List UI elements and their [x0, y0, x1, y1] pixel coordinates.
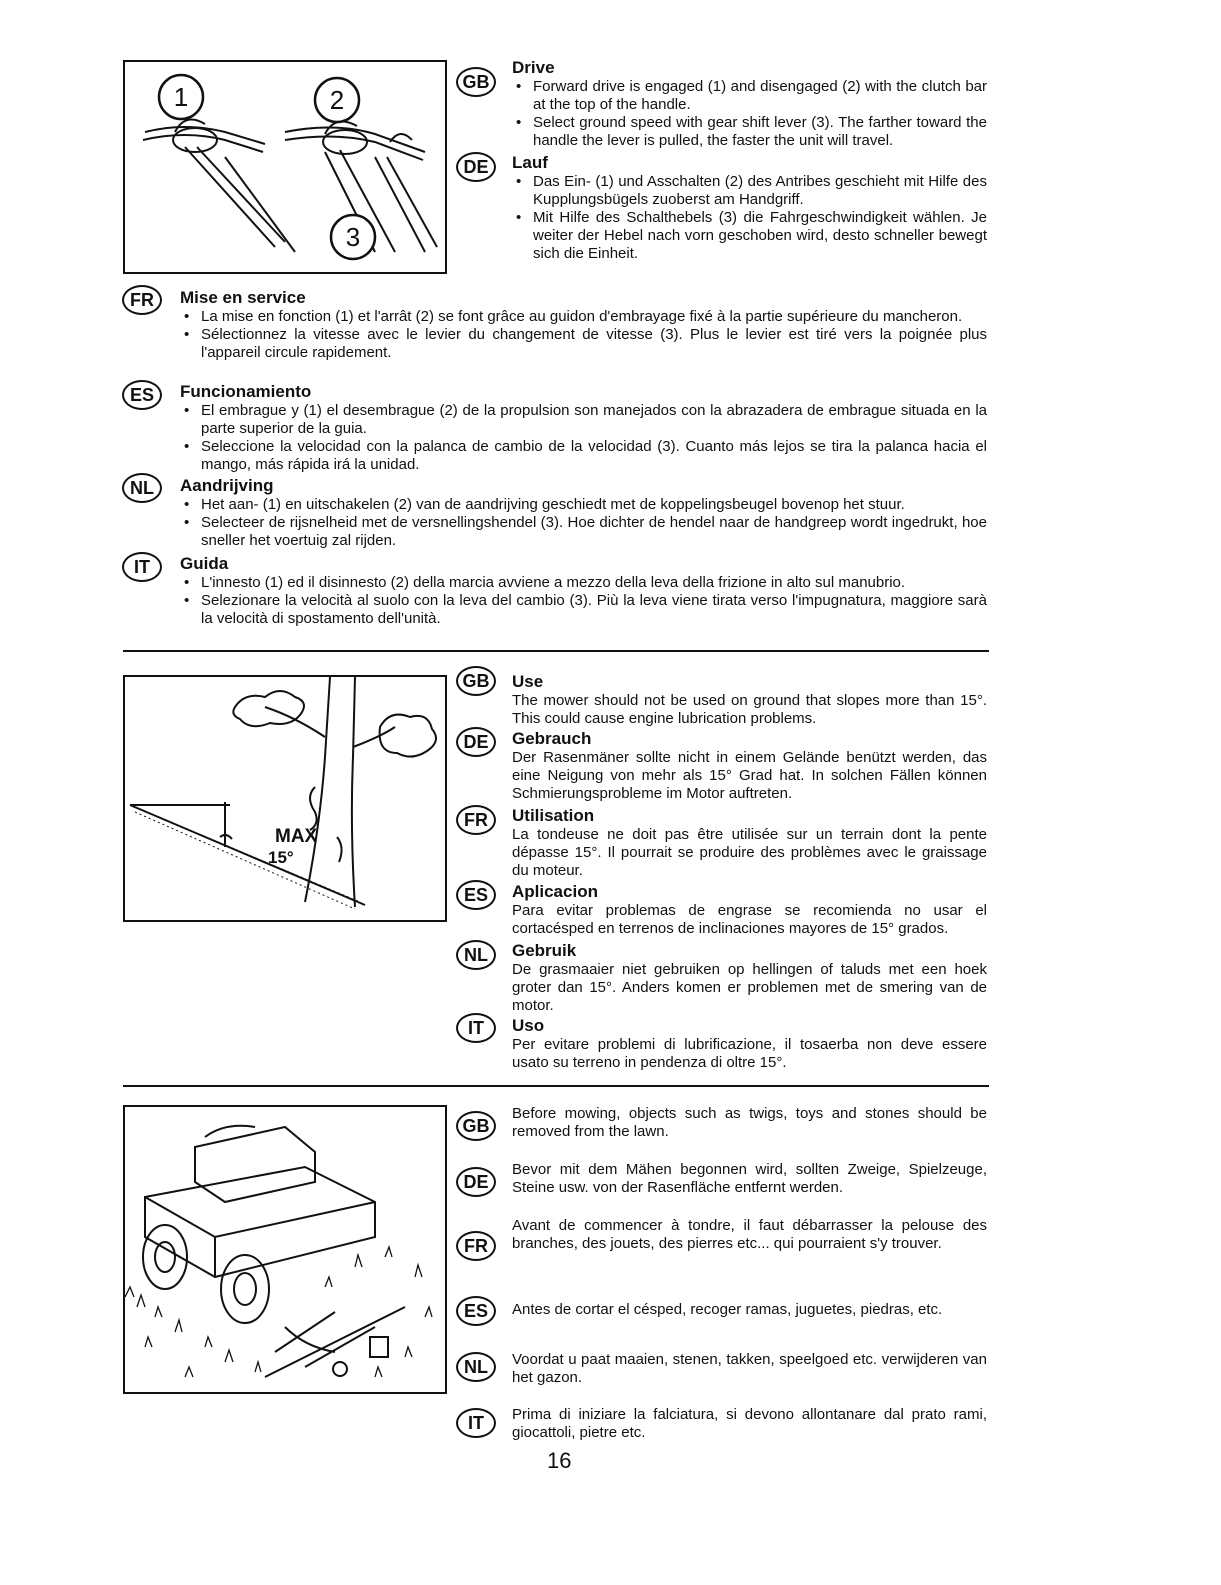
lang-badge-it: IT [122, 552, 162, 582]
paragraph: Voordat u paat maaien, stenen, takken, speelgoed etc. verwijderen van het gazon. [512, 1351, 987, 1386]
paragraph: Bevor mit dem Mähen begonnen wird, sollten Zweige, Spielzeuge, Steine usw. von der Rasenfläche entfernt werden. [512, 1161, 987, 1196]
lawn-debris-illustration [125, 1107, 445, 1392]
section2-nl [512, 941, 987, 1015]
heading-aandrijving: Aandrijving [180, 476, 274, 495]
section3-fr [512, 1217, 987, 1253]
section1-it [180, 554, 987, 628]
lang-badge-nl: NL [456, 1352, 496, 1382]
list-item: • Selezionare la velocità al suolo con la leva del cambio (3). Più la leva viene tirata verso l'impugnatura, maggiore sarà la velocità di spostamento dell'unità. [201, 592, 987, 628]
list-item: • La mise en fonction (1) et l'arrât (2) se font grâce au guidon d'embrayage fixé à la partie supérieure du mancheron. [201, 308, 987, 326]
max-label: MAX [275, 826, 318, 847]
heading-mise-en-service: Mise en service [180, 288, 306, 307]
heading-lauf: Lauf [512, 153, 548, 172]
section-divider [123, 650, 989, 652]
lang-badge-fr: FR [456, 805, 496, 835]
section2-fr [512, 806, 987, 880]
heading-utilisation: Utilisation [512, 806, 595, 825]
section3-nl [512, 1351, 987, 1387]
figure-clear-lawn [123, 1105, 447, 1394]
section1-nl [180, 476, 987, 550]
callout-2: 2 [329, 85, 345, 115]
lang-badge-gb: GB [456, 666, 496, 696]
section2-de [512, 729, 987, 803]
paragraph: Para evitar problemas de engrase se recomienda no usar el cortacésped en terrenos de inclinaciones mayores de 15° grados. [512, 902, 987, 937]
lang-badge-it: IT [456, 1408, 496, 1438]
list-item: • Forward drive is engaged (1) and disengaged (2) with the clutch bar at the top of the handle. [533, 78, 987, 114]
paragraph: Per evitare problemi di lubrificazione, il tosaerba non deve essere usato su terreno in pendenza di oltre 15°. [512, 1036, 987, 1071]
list-item: • Het aan- (1) en uitschakelen (2) van de aandrijving geschiedt met de koppelingsbeugel bovenop het stuur. [201, 496, 987, 514]
section3-de [512, 1161, 987, 1197]
section2-gb [512, 672, 987, 728]
lang-badge-de: DE [456, 1167, 496, 1197]
list-item: • Selecteer de rijsnelheid met de versnellingshendel (3). Hoe dichter de hendel naar de handgreep wordt ingedrukt, hoe sneller het voertuig zal rijden. [201, 514, 987, 550]
section-divider [123, 1085, 989, 1087]
lang-badge-es: ES [122, 380, 162, 410]
clutch-handle-illustration [125, 62, 445, 272]
lang-badge-nl: NL [456, 940, 496, 970]
heading-drive: Drive [512, 58, 555, 77]
lang-badge-it: IT [456, 1013, 496, 1043]
section2-it [512, 1016, 987, 1072]
lang-badge-gb: GB [456, 1111, 496, 1141]
paragraph: Avant de commencer à tondre, il faut débarrasser la pelouse des branches, des jouets, des pierres etc... qui pourraient s'y trouver. [512, 1217, 987, 1252]
list-item: • Select ground speed with gear shift lever (3). The farther toward the handle the lever is pulled, the faster the unit will travel. [533, 114, 987, 150]
list-item: • El embrague y (1) el desembrague (2) de la propulsion son manejados con la abrazadera de embrague situada en la parte superior de la guia. [201, 402, 987, 438]
slope-illustration [125, 677, 445, 920]
paragraph: Antes de cortar el césped, recoger ramas, juguetes, piedras, etc. [512, 1301, 943, 1318]
heading-aplicacion: Aplicacion [512, 882, 598, 901]
paragraph: De grasmaaier niet gebruiken op hellingen of taluds met een hoek groter dan 15°. Anders komen er problemen met de smering van de motor. [512, 961, 987, 1014]
list-item: • Mit Hilfe des Schalthebels (3) die Fahrgeschwindigkeit wählen. Je weiter der Hebel nach vorn geschoben wird, desto schneller bewegt sich die Einheit. [533, 209, 987, 263]
list-item: • Sélectionnez la vitesse avec le levier du changement de vitesse (3). Plus le levier est tiré vers la poignée plus l'appareil circule rapidement. [201, 326, 987, 362]
lang-badge-es: ES [456, 1296, 496, 1326]
list-item: • L'innesto (1) ed il disinnesto (2) della marcia avviene a mezzo della leva della frizione in alto sul manubrio. [201, 574, 987, 592]
lang-badge-fr: FR [122, 285, 162, 315]
section1-gb [512, 58, 987, 150]
section2-es [512, 882, 987, 938]
lang-badge-de: DE [456, 727, 496, 757]
heading-gebrauch: Gebrauch [512, 729, 592, 748]
page-number: 16 [547, 1448, 572, 1473]
section1-es [180, 382, 987, 474]
callout-3: 3 [345, 222, 361, 252]
angle-label: 15° [268, 848, 294, 867]
lang-badge-fr: FR [456, 1231, 496, 1261]
paragraph: Prima di iniziare la falciatura, si devono allontanare dal prato rami, giocattoli, pietre etc. [512, 1406, 987, 1441]
section1-de [512, 153, 987, 263]
paragraph: Before mowing, objects such as twigs, toys and stones should be removed from the lawn. [512, 1105, 987, 1140]
list-item: • Seleccione la velocidad con la palanca de cambio de la velocidad (3). Cuanto más lejos se tira la palanca hacia el mango, más rápida irá la unidad. [201, 438, 987, 474]
paragraph: The mower should not be used on ground that slopes more than 15°. This could cause engine lubrication problems. [512, 692, 987, 727]
lang-badge-es: ES [456, 880, 496, 910]
heading-uso: Uso [512, 1016, 545, 1035]
paragraph: Der Rasenmäner sollte nicht in einem Gelände benützt werden, das eine Neigung von mehr als 15° Grad hat. In solchen Fällen können Schmierungsprobleme im Motor auftreten. [512, 749, 987, 802]
heading-funcionamiento: Funcionamiento [180, 382, 312, 401]
figure-clutch-handle [123, 60, 447, 274]
section3-it [512, 1406, 987, 1442]
paragraph: La tondeuse ne doit pas être utilisée sur un terrain dont la pente dépasse 15°. Il pourrait se produire des problèmes avec le graissage du moteur. [512, 826, 987, 879]
lang-badge-de: DE [456, 152, 496, 182]
lang-badge-nl: NL [122, 473, 162, 503]
heading-gebruik: Gebruik [512, 941, 577, 960]
section3-es [512, 1301, 987, 1319]
heading-use: Use [512, 672, 544, 691]
heading-guida: Guida [180, 554, 229, 573]
section3-gb [512, 1105, 987, 1141]
list-item: • Das Ein- (1) und Asschalten (2) des Antribes geschieht mit Hilfe des Kupplungsbügels zuoberst am Handgriff. [533, 173, 987, 209]
callout-1: 1 [173, 82, 189, 112]
section1-fr [180, 288, 987, 362]
lang-badge-gb: GB [456, 67, 496, 97]
figure-slope [123, 675, 447, 922]
